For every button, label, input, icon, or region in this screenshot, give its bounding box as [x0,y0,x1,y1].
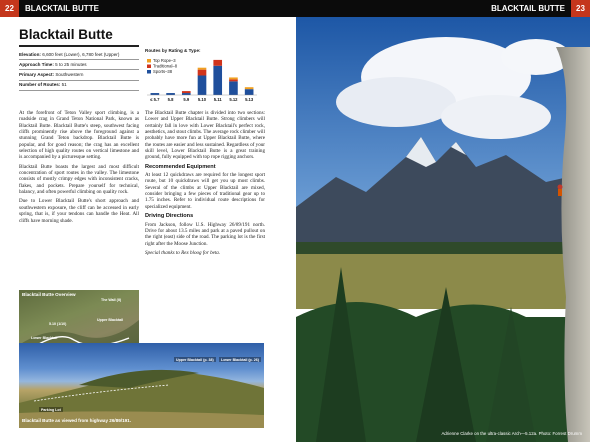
photo-tag-parking: Parking Lot [41,407,61,412]
bar-segment [151,93,160,95]
heading-equipment: Recommended Equipment [145,163,216,170]
fact-primary-aspect: Primary Aspect: Southwestern [19,70,139,80]
facts-box [19,50,139,91]
bar-segment [182,93,191,95]
map-tag-lower: Lower Blacktail [31,336,58,340]
thanks-note: Special thanks to Rex bloog for beta. [145,249,221,256]
left-page-header [0,0,295,17]
right-running-title: BLACKTAIL BUTTE [491,4,565,13]
paragraph-approach: Due to Lower Blacktail Butte's short approach and southwestern exposure, the cliff can be accessed in early spring, that is, if your tendons can handle the Heat. All cliffs have morning shade. [19,198,139,224]
left-running-title: BLACKTAIL BUTTE [25,4,99,13]
bar-segment [213,60,222,66]
text-column-left [19,110,139,227]
paragraph-concentration: Blacktail Butte boasts the largest and most difficult concentration of sport routes in the valley. The limestone consists of mostly crimpy edges with inconsistent cracks, flakes, and pockets. Prepare yourself for technical, balancy, and often powerful climbing on quality rock. [19,163,139,196]
grand-teton-scene [296,17,590,442]
routes-by-rating-chart [145,48,263,103]
legend-swatch [147,59,151,63]
photo-tag-lower: Lower Blacktail (p. 26) [221,357,259,362]
map-tag-upper: Upper Blacktail [97,318,124,322]
title-rule [19,45,139,47]
x-tick-label: 5.11 [213,97,222,102]
paragraph-intro: At the forefront of Teton Valley sport climbing, is a roadside crag in Grand Teton National Park, known as Blacktail Butte. Blacktail Butte's steep, southwest facing cliffs prominently rise above the foreground against a stunning Grand Teton backdrop. Blacktail Butte is popular, and for good reason; the crag has an excellent selection of high quality routes on vertical limestone and is accompanied by a picturesque setting. [19,110,139,161]
bar-segment [229,77,238,79]
bar-segment [198,68,207,70]
map-tag-grade: 5.10 (1/10) [49,322,67,326]
legend-swatch [147,65,151,69]
photo-tag-upper: Upper Blacktail (p. 38) [176,357,214,362]
bar-segment [229,81,238,95]
left-page-number: 22 [0,0,19,17]
legend-swatch [147,70,151,74]
chapter-title: Blacktail Butte [19,27,113,42]
paragraph-sections: The Blacktail Butte chapter is divided into two sections: Lower and Upper Blacktail Butte. Strong climbers will certainly fall in love with Lower Blacktail's perfect rock, aesthetics, and stout climbs. The average rock climber will probably have more fun at Upper Blacktail Butte, where the routes are easier and less sustained. Regardless of your skill level, Lower Blacktail Butte is a great training ground, fully equipped with top rope rigging anchors. [145,110,265,161]
x-tick-label: 5.12 [229,97,238,102]
map-tag-wall: The Wall (II) [101,298,122,302]
butte-photo-caption: Blacktail Butte as viewed from highway 26/89/191. [22,418,132,423]
bar-segment [213,66,222,95]
x-tick-label: 5.9 [183,97,190,102]
text-column-right [145,110,265,259]
grand-teton-photo [296,17,590,442]
bar-segment [182,91,191,93]
fact-elevation: Elevation: 6,600 feet (Lower), 6,780 feet (Upper) [19,50,139,60]
bar-segment [245,87,254,89]
fact-number-of-routes: Number of Routes: 51 [19,81,139,91]
grand-teton-photo-caption: Adrienne Clarke on the ultra-classic Arch—5.12a. Photo: Forrest Drumm [441,431,582,436]
paragraph-directions: From Jackson, follow U.S. Highway 26/89/191 north. Drive for about 13.5 miles and park at a paved pullout on the right (east) side of the road. The parking lot is the first right after the Moose Junction. [145,221,265,247]
right-page-header [295,0,590,17]
map-label: Blacktail Butte Overview [22,292,76,297]
x-tick-label: 5.13 [245,97,254,102]
bar-segment [229,79,238,81]
butte-photo [19,343,264,428]
bar-segment [198,76,207,96]
chart-svg [145,48,263,103]
right-page-number: 23 [571,0,590,17]
x-tick-label: 5.10 [197,97,207,102]
legend-label: Top Rope–3 [153,58,176,64]
legend-label: Sports–38 [153,69,173,75]
chart-title: Routes by Rating & Type: [145,48,201,53]
bar-segment [198,70,207,76]
x-tick-label: 5.8 [167,97,174,102]
bar-segment [166,93,175,95]
butte-terrain [19,343,264,428]
fact-approach-time: Approach Time: 5 to 25 minutes [19,60,139,70]
bar-segment [245,89,254,95]
heading-directions: Driving Directions [145,213,194,220]
paragraph-equipment: At least 12 quickdraws are required for the longest sport route, but 10 quickdraws will get you up most climbs. Several of the climbs at Upper Blacktail are mixed, consider bringing a few pieces of traditional gear up to 1.75 inches. Refer to individual route descriptions for specialized equipment. [145,172,265,210]
x-tick-label: ≤ 5.7 [150,97,160,102]
legend-label: Traditional–8 [153,63,178,69]
